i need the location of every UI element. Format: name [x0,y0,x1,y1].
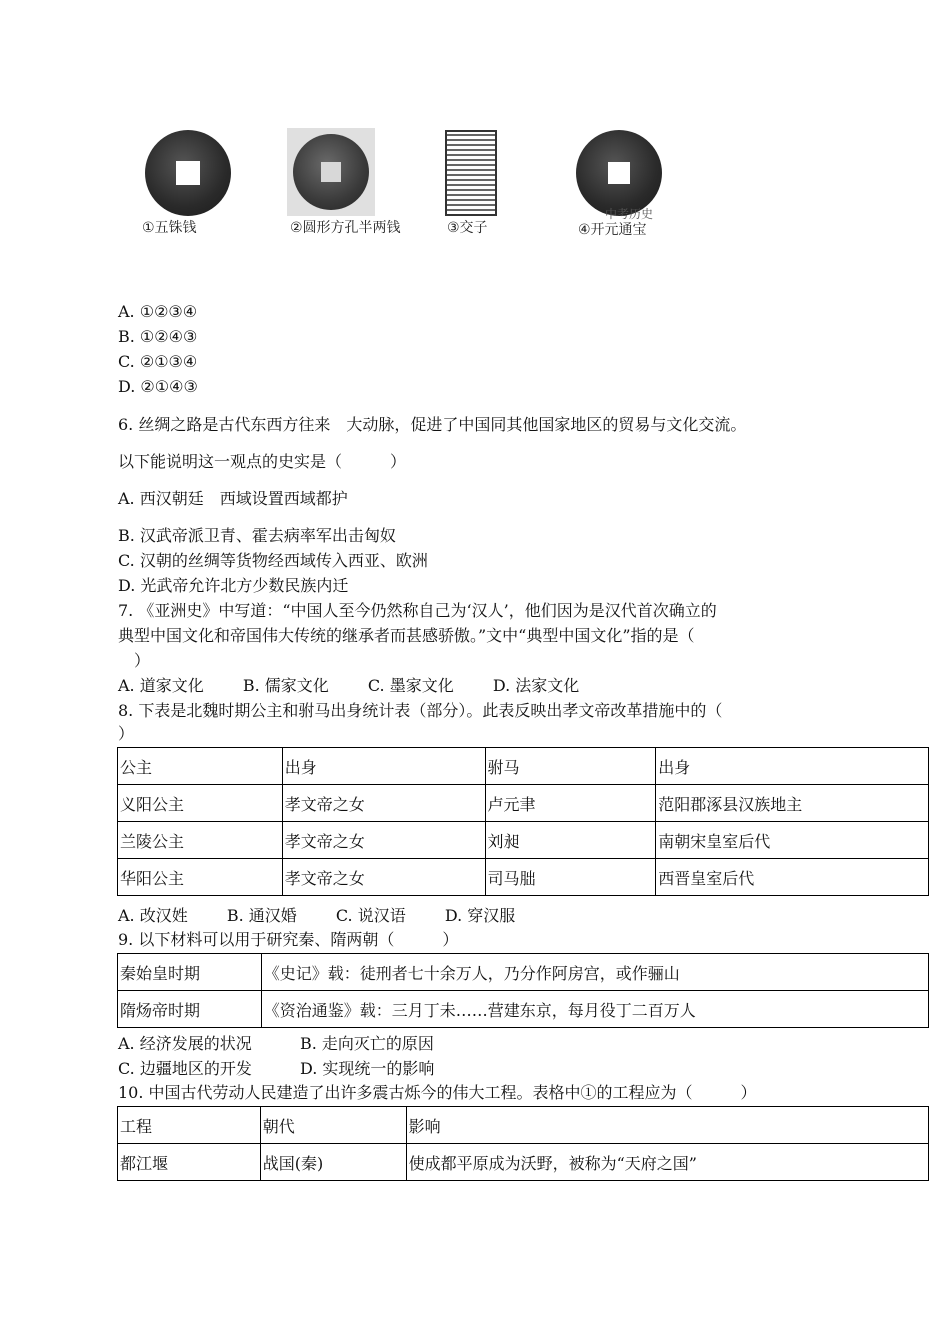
table-cell: 兰陵公主 [118,822,283,859]
table-cell: 使成都平原成为沃野，被称为“天府之国” [406,1144,928,1181]
table-header-cell: 朝代 [260,1107,406,1144]
table-cell: 刘昶 [485,822,656,859]
q6-option-d: D. 光武帝允许北方少数民族内迁 [118,576,349,595]
caption-1: ①五铢钱 [142,220,197,236]
q7-option-b: B. 儒家文化 [242,676,329,695]
q8-option-d: D. 穿汉服 [444,906,516,925]
q7-stem-line3: ） [118,651,151,670]
q5-option-c: C. ②①③④ [118,352,198,371]
q8-stem-line1: 8. 下表是北魏时期公主和驸马出身统计表（部分）。此表反映出孝文帝改革措施中的（ [118,701,723,720]
table-cell: 司马朏 [485,859,656,896]
q7-option-a: A. 道家文化 [118,676,204,695]
table-header-cell: 出身 [656,748,929,785]
table-row [118,1144,929,1181]
table-cell: 西晋皇室后代 [656,859,929,896]
q10-stem: 10. 中国古代劳动人民建造了出许多震古烁今的伟大工程。表格中①的工程应为（ ） [118,1083,757,1102]
table-cell: 孝文帝之女 [282,822,485,859]
q6-option-b: B. 汉武帝派卫青、霍去病率军出击匈奴 [118,526,396,545]
q9-option-d: D. 实现统一的影响 [300,1059,435,1078]
table-row [118,748,929,785]
q7-options [118,675,613,697]
caption-2: ②圆形方孔半两钱 [290,220,401,236]
wuzhu-coin-image [145,130,231,216]
q8-stem-line2: ） [118,724,135,743]
q9-option-a: A. 经济发展的状况 [118,1034,252,1053]
table-header-cell: 出身 [282,748,485,785]
kaiyuan-coin-image [576,130,662,216]
q9-stem: 9. 以下材料可以用于研究秦、隋两朝（ ） [118,930,459,949]
table-header-cell: 驸马 [485,748,656,785]
q8-options [118,905,549,927]
table-cell: 华阳公主 [118,859,283,896]
table-cell: 义阳公主 [118,785,283,822]
caption-4: ④开元通宝 [578,222,647,238]
q10-table [117,1106,929,1181]
table-header-cell: 影响 [406,1107,928,1144]
q5-option-b: B. ①②④③ [118,327,198,346]
table-cell: 战国(秦) [260,1144,406,1181]
table-row [118,991,929,1028]
q8-option-c: C. 说汉语 [335,906,406,925]
caption-3: ③交子 [447,220,488,236]
q7-option-d: D. 法家文化 [492,676,580,695]
jiaozi-note-image [445,130,497,216]
q6-option-c: C. 汉朝的丝绸等货物经西域传入西亚、欧洲 [118,551,428,570]
q9-option-c: C. 边疆地区的开发 [118,1059,252,1078]
q6-option-a: A. 西汉朝廷 西域设置西域都护 [118,489,348,508]
q9-option-b: B. 走向灭亡的原因 [300,1034,434,1053]
q6-stem-line2: 以下能说明这一观点的史实是（ ） [118,452,407,471]
table-row [118,785,929,822]
q8-table [117,747,929,896]
q7-option-c: C. 墨家文化 [367,676,454,695]
table-row [118,859,929,896]
q9-table [117,953,929,1028]
table-cell: 孝文帝之女 [282,785,485,822]
table-cell: 《资治通鉴》载：三月丁未……营建东京，每月役丁二百万人 [261,991,928,1028]
q9-options-row1 [118,1033,434,1055]
q7-stem-line1: 7. 《亚洲史》中写道：“中国人至今仍然称自己为‘汉人’，他们因为是汉代首次确立的 [118,601,717,620]
table-cell: 《史记》载：徒刑者七十余万人，乃分作阿房宫，或作骊山 [261,954,928,991]
q5-option-a: A. ①②③④ [118,302,198,321]
table-row [118,1107,929,1144]
table-cell: 范阳郡涿县汉族地主 [656,785,929,822]
table-cell: 南朝宋皇室后代 [656,822,929,859]
banliang-coin-frame [287,128,375,216]
table-cell: 秦始皇时期 [118,954,262,991]
q9-options-row2 [118,1058,434,1080]
table-header-cell: 工程 [118,1107,261,1144]
q8-option-a: A. 改汉姓 [118,906,188,925]
banliang-coin-image [293,134,369,210]
table-row [118,954,929,991]
table-row [118,822,929,859]
table-cell: 都江堰 [118,1144,261,1181]
q8-option-b: B. 通汉婚 [226,906,297,925]
q6-stem-line1: 6. 丝绸之路是古代东西方往来 大动脉，促进了中国同其他国家地区的贸易与文化交流。 [118,415,747,434]
table-cell: 隋炀帝时期 [118,991,262,1028]
table-cell: 卢元聿 [485,785,656,822]
table-header-cell: 公主 [118,748,283,785]
table-cell: 孝文帝之女 [282,859,485,896]
q7-stem-line2: 典型中国文化和帝国伟大传统的继承者而甚感骄傲。”文中“典型中国文化”指的是（ [118,626,695,645]
watermark: 中考历史 [605,207,654,221]
q5-option-d: D. ②①④③ [118,377,198,396]
